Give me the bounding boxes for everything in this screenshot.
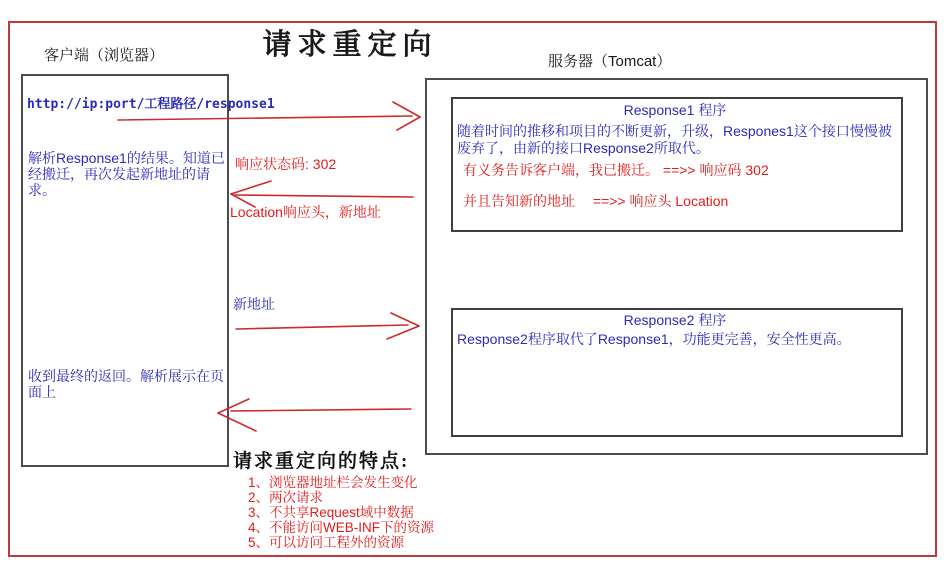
diagram-title: 请求重定向 [262, 29, 438, 61]
feature-item: 5、可以访问工程外的资源 [248, 535, 405, 550]
feature-item: 3、不共享Request域中数据 [248, 505, 414, 520]
response1-title: Response1 程序 [623, 102, 727, 118]
client-box [21, 74, 229, 467]
server-label: 服务器（Tomcat） [548, 53, 672, 70]
feature-item: 4、不能访问WEB-INF下的资源 [248, 520, 435, 535]
new-address-label: 新地址 [233, 296, 275, 312]
response1-note-302: 有义务告诉客户端，我已搬迁。 ==>> 响应码 302 [463, 162, 769, 178]
feature-item: 2、两次请求 [248, 490, 324, 505]
location-header-label: Location响应头，新地址 [230, 204, 381, 220]
client-parse-note: 解析Response1的结果。知道已经搬迁，再次发起新地址的请求。 [28, 150, 225, 198]
response2-description: Response2程序取代了Response1，功能更完善，安全性更高。 [457, 331, 851, 347]
features-list [248, 475, 434, 550]
client-label: 客户端（浏览器） [44, 47, 165, 64]
response2-title: Response2 程序 [623, 312, 727, 328]
client-final-note: 收到最终的返回。解析展示在页面上 [28, 368, 224, 400]
request-url-text: http://ip:port/工程路径/response1 [27, 97, 275, 112]
features-heading: 请求重定向的特点: [233, 451, 410, 472]
feature-item: 1、浏览器地址栏会发生变化 [248, 475, 418, 490]
status-code-label: 响应状态码: 302 [235, 156, 337, 172]
response1-description: 随着时间的推移和项目的不断更新，升级，Respones1这个接口慢慢被废弃了，由新的接口Response2所取代。 [457, 123, 892, 156]
response1-note-location: 并且告知新的地址 ==>> 响应头 Location [463, 193, 729, 209]
